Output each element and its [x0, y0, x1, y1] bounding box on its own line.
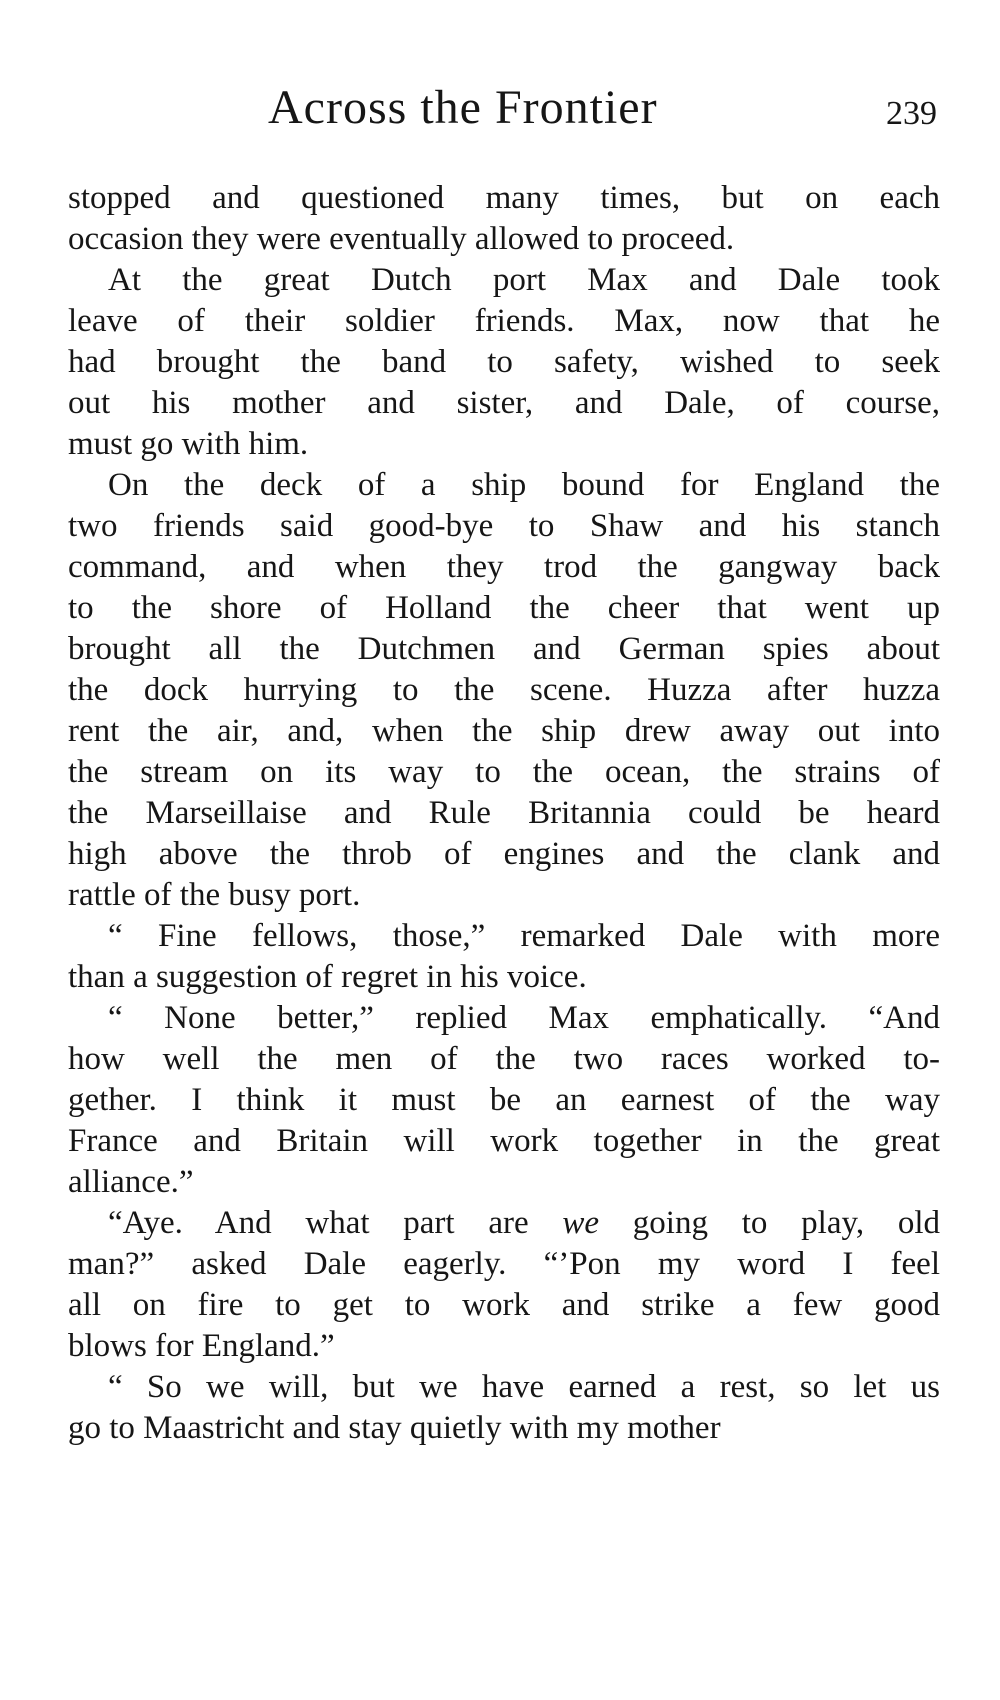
text-line: man?” asked Dale eagerly. “’Pon my word I feel [68, 1246, 940, 1282]
text-line: gether. I think it must be an earnest of the way [68, 1082, 940, 1118]
text-line: to the shore of Holland the cheer that went up [68, 590, 940, 626]
text-line: the dock hurrying to the scene. Huzza after huzza [68, 672, 940, 708]
paragraph [68, 998, 940, 1203]
text-run: going to play, old [599, 1205, 940, 1241]
text-line: alliance.” [68, 1164, 194, 1200]
text-line: rattle of the busy port. [68, 877, 361, 913]
text-line: two friends said good-bye to Shaw and his stanch [68, 508, 940, 544]
text-line: stopped and questioned many times, but on each [68, 180, 940, 216]
text-line: had brought the band to safety, wished to seek [68, 344, 940, 380]
text-line: than a suggestion of regret in his voice. [68, 959, 587, 995]
text-line: “ None better,” replied Max emphatically. “And [108, 1000, 940, 1036]
text-line: the Marseillaise and Rule Britannia could be heard [68, 795, 940, 831]
emphasized-word: we [562, 1205, 600, 1241]
page-number: 239 [886, 95, 937, 132]
text-run: “Aye. And what part are [108, 1205, 563, 1241]
text-line: out his mother and sister, and Dale, of course, [68, 385, 940, 421]
text-line: command, and when they trod the gangway back [68, 549, 940, 585]
paragraph [68, 260, 940, 465]
text-line: high above the throb of engines and the clank and [68, 836, 940, 872]
paragraph [68, 178, 940, 260]
text-line: occasion they were eventually allowed to proceed. [68, 221, 735, 257]
body-text [68, 178, 940, 1449]
text-line: At the great Dutch port Max and Dale took [108, 262, 940, 298]
text-line: how well the men of the two races worked to- [68, 1041, 940, 1077]
text-line: France and Britain will work together in the great [68, 1123, 940, 1159]
text-line: brought all the Dutchmen and German spies about [68, 631, 940, 667]
text-line: rent the air, and, when the ship drew away out into [68, 713, 940, 749]
paragraph [68, 1203, 940, 1367]
paragraph [68, 916, 940, 998]
text-line: “ Fine fellows, those,” remarked Dale with more [108, 918, 940, 954]
text-line: leave of their soldier friends. Max, now that he [68, 303, 940, 339]
paragraph [68, 1367, 940, 1449]
text-line [108, 1203, 940, 1244]
text-line: the stream on its way to the ocean, the strains of [68, 754, 940, 790]
text-line: blows for England.” [68, 1328, 335, 1364]
text-line: must go with him. [68, 426, 309, 462]
text-line: “ So we will, but we have earned a rest, so let us [108, 1369, 940, 1405]
text-line: go to Maastricht and stay quietly with my mother [68, 1410, 721, 1446]
paragraph [68, 465, 940, 916]
text-line: On the deck of a ship bound for England the [108, 467, 940, 503]
text-line: all on fire to get to work and strike a few good [68, 1287, 940, 1323]
running-title: Across the Frontier [268, 81, 658, 134]
